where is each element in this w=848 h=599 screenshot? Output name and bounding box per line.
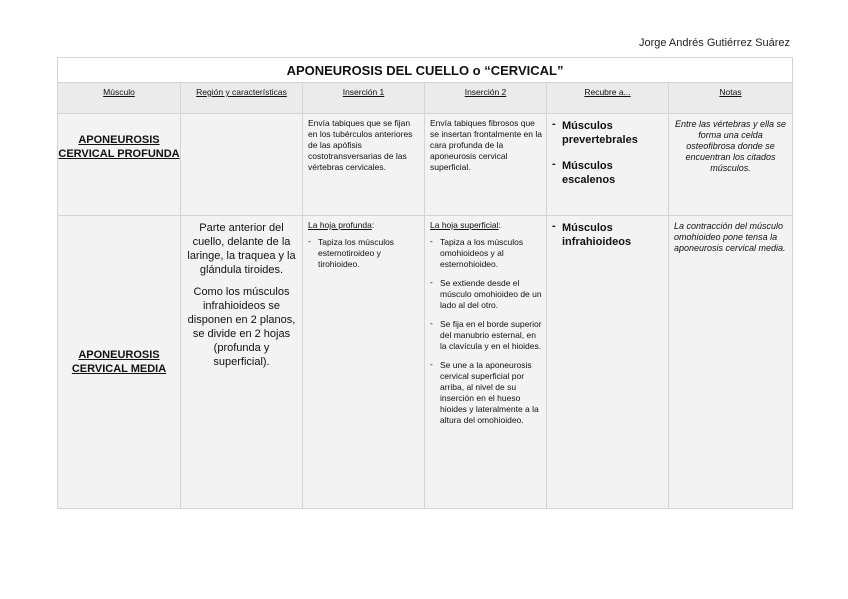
header-region: Región y características bbox=[181, 83, 303, 114]
covers-item: - Músculos escalenos bbox=[552, 159, 664, 187]
author-name: Jorge Andrés Gutiérrez Suárez bbox=[638, 37, 790, 49]
insercion-1-cell: La hoja profunda: - Tapiza los músculos esternotiroideo y tirohioideo. bbox=[303, 216, 425, 509]
insercion-1-item: - Tapiza los músculos esternotiroideo y tirohioideo. bbox=[308, 237, 420, 270]
header-musculo: Músculo bbox=[58, 83, 181, 114]
insercion-2-item: - Tapiza a los músculos omohioideos y al esternohioideo. bbox=[430, 237, 542, 270]
table-row bbox=[58, 216, 793, 509]
insercion-2-item: - Se extiende desde el músculo omohioideo de un lado al del otro. bbox=[430, 278, 542, 311]
covers-cell bbox=[547, 114, 669, 216]
region-text: Como los músculos infrahioideos se disponen en 2 planos, se divide en 2 hojas (profunda y superficial). bbox=[187, 286, 296, 368]
header-insercion-2: Inserción 2 bbox=[425, 83, 547, 114]
covers-item: - Músculos infrahioideos bbox=[552, 221, 664, 249]
insercion-2-item: - Se fija en el borde superior del manubrio esternal, en la clavícula y en el hioides. bbox=[430, 319, 542, 352]
table-row bbox=[58, 114, 793, 216]
notes-cell: La contracción del músculo omohioideo pone tensa la aponeurosis cervical media. bbox=[669, 216, 793, 509]
insercion-2-cell bbox=[425, 114, 547, 216]
insercion-2-cell: La hoja superficial: - Tapiza a los músculos omohioideos y al esternohioideo. - Se extiende desde el músculo omohioideo de un lado al del otro. - Se fija en el borde superior del manubrio esternal, en la clavícula y en el hioides. - Se une a la aponeurosis cervical superficial por arriba, al nivel de su inserción en el hueso hioides y lateralmente a la altura del omohioideo. bbox=[425, 216, 547, 509]
header-notas: Notas bbox=[669, 83, 793, 114]
insercion-2-heading: La hoja superficial bbox=[430, 220, 499, 230]
header-insercion-1: Inserción 1 bbox=[303, 83, 425, 114]
region-cell bbox=[181, 114, 303, 216]
region-cell bbox=[181, 216, 303, 509]
insercion-1-text: Envía tabiques que se fijan en los tubérculos anteriores de las apófisis costotransversarias de las vértebras cervicales. bbox=[308, 118, 413, 172]
header-row bbox=[58, 83, 793, 114]
covers-item: - Músculos prevertebrales bbox=[552, 119, 664, 147]
covers-cell bbox=[547, 216, 669, 509]
aponeurosis-table bbox=[57, 57, 793, 509]
notes-cell: Entre las vértebras y ella se forma una celda osteofibrosa donde se encuentran los citados músculos. bbox=[669, 114, 793, 216]
insercion-1-heading: La hoja profunda bbox=[308, 220, 372, 230]
muscle-name: APONEUROSIS CERVICAL MEDIA bbox=[58, 216, 181, 509]
table-title: APONEUROSIS DEL CUELLO o “CERVICAL” bbox=[58, 58, 793, 83]
insercion-1-cell bbox=[303, 114, 425, 216]
header-recubre: Recubre a... bbox=[547, 83, 669, 114]
region-text: Parte anterior del cuello, delante de la laringe, la traquea y la glándula tiroides. bbox=[187, 222, 296, 276]
muscle-name: APONEUROSIS CERVICAL PROFUNDA bbox=[58, 114, 181, 216]
insercion-2-text: Envía tabiques fibrosos que se insertan frontalmente en la cara profunda de la aponeurosis cervical superficial. bbox=[430, 118, 542, 172]
insercion-2-item: - Se une a la aponeurosis cervical superficial por arriba, al nivel de su inserción en el hueso hioides y lateralmente a la altura del omohioideo. bbox=[430, 360, 542, 426]
